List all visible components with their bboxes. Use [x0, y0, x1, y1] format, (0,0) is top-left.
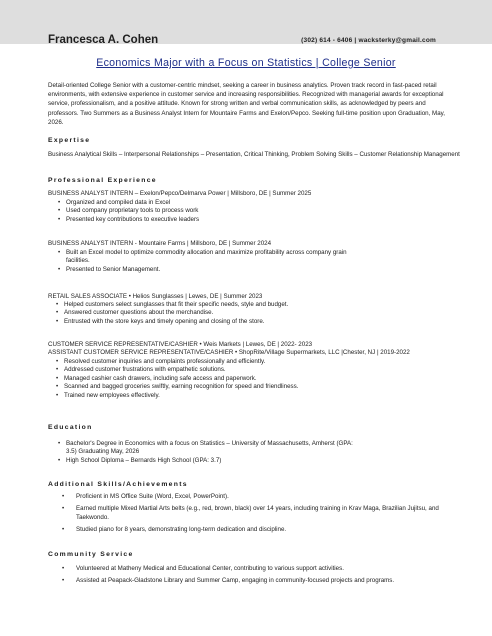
list-item: • Organized and compiled data in Excel	[58, 199, 458, 207]
list-item: • Helped customers select sunglasses that fit their specific needs, style and budget.	[56, 301, 456, 309]
list-item: • High School Diploma – Bernards High School (GPA: 3.7)	[58, 457, 358, 465]
list-item: • Volunteered at Matheny Medical and Educational Center, contributing to various support activities.	[62, 565, 472, 573]
resume-headline: Economics Major with a Focus on Statistics | College Senior	[96, 57, 396, 69]
list-item: • Proficient in MS Office Suite (Word, Excel, PowerPoint).	[62, 493, 472, 501]
list-item: • Resolved customer inquiries and complaints professionally and efficiently.	[56, 358, 456, 366]
job-bullet-list	[58, 249, 358, 274]
list-item: • Built an Excel model to optimize commodity allocation and maximize profitability across company grain facilities.	[58, 249, 358, 266]
job-heading: CUSTOMER SERVICE REPRESENTATIVE/CASHIER • Weis Markets | Lewes, DE | 2022- 2023	[48, 341, 313, 348]
job-heading: BUSINESS ANALYST INTERN – Exelon/Pepco/Delmarva Power | Millsboro, DE | Summer 2025	[48, 190, 312, 197]
list-item: • Trained new employees effectively.	[56, 392, 456, 400]
contact-info: (302) 614 - 6406 | wacksterky@gmail.com	[301, 37, 436, 44]
list-item: • Studied piano for 8 years, demonstrating long-term dedication and discipline.	[62, 526, 472, 534]
job-bullet-list	[56, 358, 456, 400]
list-item: • Presented key contributions to executive leaders	[58, 216, 458, 224]
list-item: • Addressed customer frustrations with empathetic solutions.	[56, 366, 456, 374]
section-title-education: Education	[48, 424, 93, 431]
list-item: • Entrusted with the store keys and timely opening and closing of the store.	[56, 318, 456, 326]
job-heading: BUSINESS ANALYST INTERN - Mountaire Farms | Millsboro, DE | Summer 2024	[48, 240, 272, 247]
list-item: • Scanned and bagged groceries swiftly, earning recognition for speed and friendliness.	[56, 383, 456, 391]
section-title-community: Community Service	[48, 551, 134, 558]
list-item: • Used company proprietary tools to process work	[58, 207, 458, 215]
section-title-expertise: Expertise	[48, 137, 91, 144]
list-item: • Presented to Senior Management.	[58, 266, 358, 274]
list-item: • Answered customer questions about the merchandise.	[56, 309, 456, 317]
candidate-name: Francesca A. Cohen	[48, 34, 159, 46]
section-title-skills: Additional Skills/Achievements	[48, 481, 188, 488]
expertise-text: Business Analytical Skills – Interpersonal Relationships – Presentation, Critical Thinking, Problem Solving Skills – Customer Relationship Management	[48, 151, 460, 158]
community-list	[62, 565, 472, 590]
job-heading: RETAIL SALES ASSOCIATE • Helios Sunglasses | Lewes, DE | Summer 2023	[48, 293, 263, 300]
list-item: • Assisted at Peapack-Gladstone Library and Summer Camp, engaging in community-focused projects and programs.	[62, 577, 472, 585]
list-item: • Managed cashier cash drawers, including safe access and paperwork.	[56, 375, 456, 383]
education-list	[58, 440, 358, 465]
list-item: • Bachelor's Degree in Economics with a focus on Statistics – University of Massachusetts, Amherst (GPA: 3.5) Graduating May, 2026	[58, 440, 358, 457]
skills-list	[62, 493, 472, 539]
job-heading-secondary: ASSISTANT CUSTOMER SERVICE REPRESENTATIVE/CASHIER • ShopRite/Village Supermarkets, LLC |Chester, NJ | 2019-2022	[48, 349, 410, 356]
section-title-experience: Professional Experience	[48, 177, 157, 184]
job-bullet-list	[58, 199, 458, 224]
list-item: • Earned multiple Mixed Martial Arts belts (e.g., red, brown, black) over 14 years, including training in Krav Maga, Brazilian Jujitsu, and Taekwondo.	[62, 505, 472, 522]
job-bullet-list	[56, 301, 456, 326]
summary-paragraph: Detail-oriented College Senior with a customer-centric mindset, seeking a career in business analytics. Proven track record in fast-paced retail environments, with extensive experience in customer service and increasing responsibilities. Recognized with managerial awards for exceptional service, professionalism, and a positive attitude. Known for strong written and verbal communication skills, as acknowledged by peers and professors. Two Summers as a Business Analyst Intern for Mountaire Farms and Exelon/Pepco. Seeking full-time position upon Graduation, May, 2026.	[48, 82, 445, 126]
